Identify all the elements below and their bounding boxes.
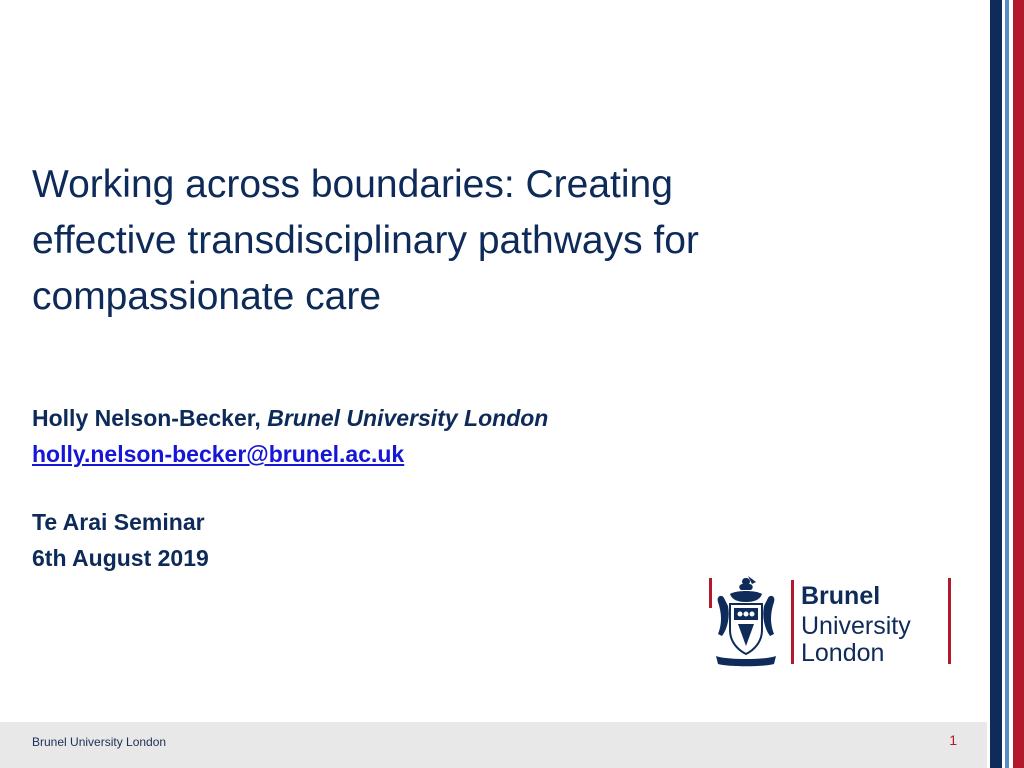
presenter-email-link[interactable]: holly.nelson-becker@brunel.ac.uk	[32, 441, 405, 467]
presenter-affiliation: Brunel University London	[267, 405, 549, 431]
presenter-block	[32, 400, 548, 472]
slide-title-line: compassionate care	[32, 275, 382, 318]
presenter-name: Holly Nelson-Becker,	[32, 405, 261, 431]
edge-stripe-red	[1013, 0, 1024, 768]
presenter-email-row	[32, 436, 548, 472]
svg-text:London: London	[801, 639, 885, 667]
event-date: 6th August 2019	[32, 545, 209, 571]
page-number: 1	[949, 732, 957, 748]
event-name: Te Arai Seminar	[32, 509, 205, 535]
slide-title-line: Working across boundaries: Creating	[32, 163, 673, 206]
coat-of-arms-icon	[716, 576, 776, 666]
slide-title-line: effective transdisciplinary pathways for	[32, 219, 699, 262]
slide-title	[32, 157, 932, 325]
brunel-university-logo	[708, 576, 958, 668]
svg-text:Brunel: Brunel	[801, 582, 881, 610]
svg-text:University: University	[801, 612, 911, 640]
edge-stripe-navy	[990, 0, 1002, 768]
slide-footer	[0, 722, 987, 768]
footer-institution: Brunel University London	[32, 735, 167, 749]
event-block	[32, 504, 209, 576]
presenter-line	[32, 400, 548, 436]
